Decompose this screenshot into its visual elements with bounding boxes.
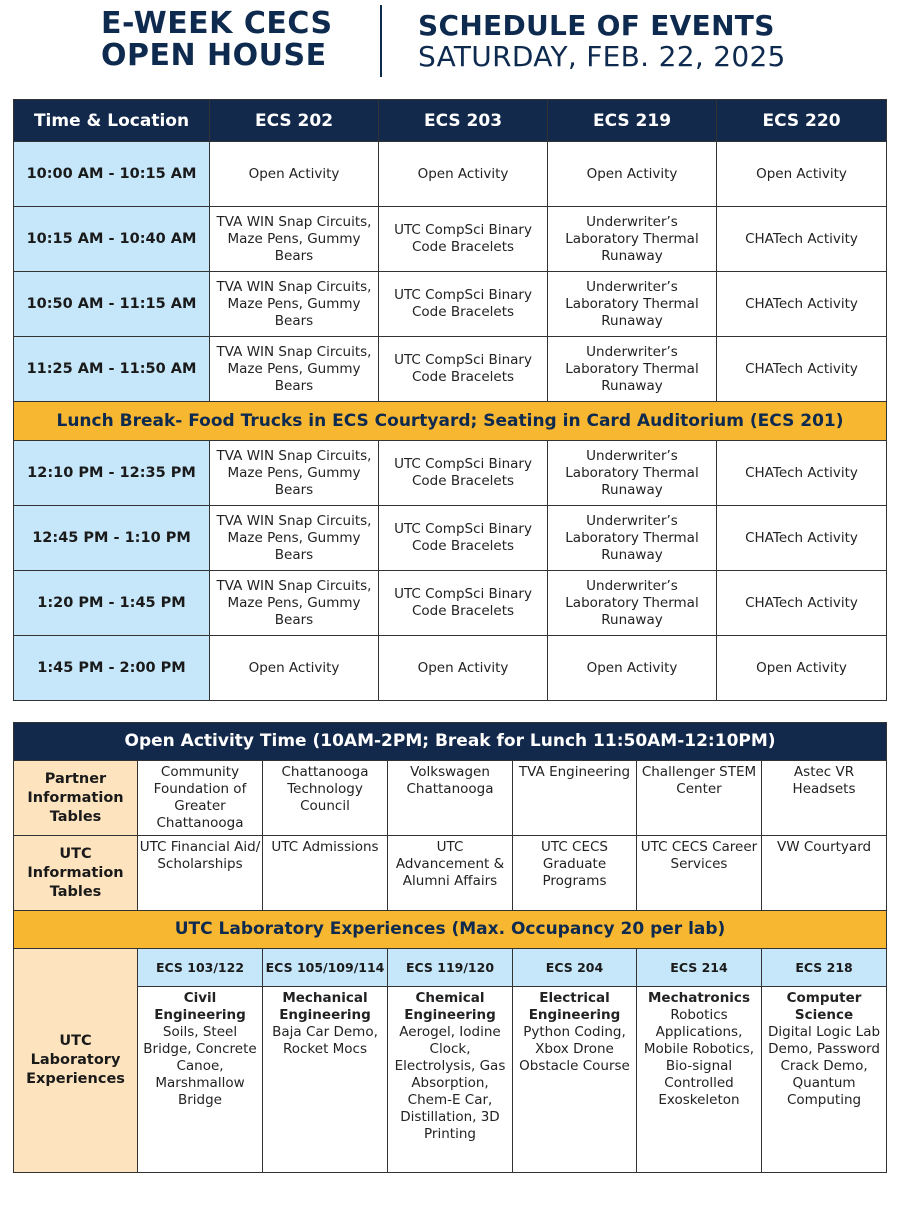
lab-detail: [138, 987, 263, 1173]
lab-detail: [762, 987, 887, 1173]
activity-cell: CHATech Activity: [717, 506, 887, 571]
time-slot: 10:50 AM - 11:15 AM: [14, 272, 210, 337]
lab-room: ECS 105/109/114: [263, 949, 388, 987]
partner-table: Volkswagen Chattanooga: [388, 761, 513, 836]
lab-description: Aerogel, Iodine Clock, Electrolysis, Gas Absorption, Chem-E Car, Distillation, 3D Printing: [394, 1024, 506, 1142]
schedule-row: [14, 142, 887, 207]
utc-table: UTC Financial Aid/ Scholarships: [138, 836, 263, 911]
activity-cell: Open Activity: [548, 636, 717, 701]
activity-cell: Open Activity: [210, 142, 379, 207]
lab-detail: [263, 987, 388, 1173]
utc-tables-label: UTC Information Tables: [14, 836, 138, 911]
activity-cell: Underwriter’s Laboratory Thermal Runaway: [548, 441, 717, 506]
partner-table: TVA Engineering: [513, 761, 637, 836]
activity-cell: TVA WIN Snap Circuits, Maze Pens, Gummy Bears: [210, 207, 379, 272]
event-title-line2: OPEN HOUSE: [101, 38, 327, 73]
lab-description: Python Coding, Xbox Drone Obstacle Course: [519, 1024, 630, 1074]
column-header: ECS 203: [379, 100, 548, 142]
partner-table: Chattanooga Technology Council: [263, 761, 388, 836]
lunch-break-banner: Lunch Break- Food Trucks in ECS Courtyard; Seating in Card Auditorium (ECS 201): [14, 402, 887, 441]
activity-cell: Underwriter’s Laboratory Thermal Runaway: [548, 272, 717, 337]
partner-table: Astec VR Headsets: [762, 761, 887, 836]
schedule-heading: [418, 10, 786, 72]
schedule-heading-date: SATURDAY, FEB. 22, 2025: [418, 40, 786, 73]
lab-title: Mechanical Engineering: [279, 990, 371, 1023]
lab-title: Chemical Engineering: [404, 990, 496, 1023]
event-title-line1: E-WEEK CECS: [101, 6, 333, 41]
activity-cell: Underwriter’s Laboratory Thermal Runaway: [548, 207, 717, 272]
lab-room: ECS 218: [762, 949, 887, 987]
activities-table: [13, 722, 887, 1173]
activity-cell: Underwriter’s Laboratory Thermal Runaway: [548, 571, 717, 636]
activity-cell: TVA WIN Snap Circuits, Maze Pens, Gummy Bears: [210, 337, 379, 402]
activity-cell: CHATech Activity: [717, 207, 887, 272]
utc-tables-row: [14, 836, 887, 911]
activity-cell: Open Activity: [210, 636, 379, 701]
activity-cell: Underwriter’s Laboratory Thermal Runaway: [548, 506, 717, 571]
column-header: ECS 219: [548, 100, 717, 142]
activity-cell: Open Activity: [379, 142, 548, 207]
lab-title-row: [14, 911, 887, 949]
time-slot: 1:20 PM - 1:45 PM: [14, 571, 210, 636]
lab-title: Civil Engineering: [154, 990, 246, 1023]
lab-title: Computer Science: [786, 990, 862, 1023]
lab-room: ECS 119/120: [388, 949, 513, 987]
open-activity-title: Open Activity Time (10AM-2PM; Break for Lunch 11:50AM-12:10PM): [14, 723, 887, 761]
page-header: [0, 0, 900, 90]
partner-table: Community Foundation of Greater Chattanooga: [138, 761, 263, 836]
schedule-row: [14, 272, 887, 337]
activity-cell: UTC CompSci Binary Code Bracelets: [379, 272, 548, 337]
lab-rooms-row: [14, 949, 887, 987]
utc-table: VW Courtyard: [762, 836, 887, 911]
activity-cell: UTC CompSci Binary Code Bracelets: [379, 441, 548, 506]
activity-cell: UTC CompSci Binary Code Bracelets: [379, 337, 548, 402]
lab-detail: [513, 987, 637, 1173]
activity-cell: UTC CompSci Binary Code Bracelets: [379, 506, 548, 571]
column-header: ECS 220: [717, 100, 887, 142]
utc-table: UTC Advancement & Alumni Affairs: [388, 836, 513, 911]
time-slot: 12:45 PM - 1:10 PM: [14, 506, 210, 571]
schedule-table: [13, 99, 887, 701]
lab-title: Electrical Engineering: [528, 990, 621, 1023]
lunch-break-row: [14, 402, 887, 441]
schedule-row: [14, 441, 887, 506]
utc-table: UTC CECS Graduate Programs: [513, 836, 637, 911]
utc-table: UTC Admissions: [263, 836, 388, 911]
schedule-heading-title: SCHEDULE OF EVENTS: [418, 9, 775, 42]
activity-cell: UTC CompSci Binary Code Bracelets: [379, 207, 548, 272]
time-slot: 12:10 PM - 12:35 PM: [14, 441, 210, 506]
schedule-row: [14, 571, 887, 636]
time-slot: 1:45 PM - 2:00 PM: [14, 636, 210, 701]
schedule-row: [14, 636, 887, 701]
activity-cell: CHATech Activity: [717, 571, 887, 636]
lab-description: Soils, Steel Bridge, Concrete Canoe, Marshmallow Bridge: [143, 1024, 257, 1108]
schedule-header-row: [14, 100, 887, 142]
activity-cell: UTC CompSci Binary Code Bracelets: [379, 571, 548, 636]
activity-cell: TVA WIN Snap Circuits, Maze Pens, Gummy Bears: [210, 571, 379, 636]
schedule-row: [14, 207, 887, 272]
activity-cell: Open Activity: [717, 636, 887, 701]
lab-details-row: [14, 987, 887, 1173]
lab-description: Robotics Applications, Mobile Robotics, Bio-signal Controlled Exoskeleton: [643, 1007, 755, 1108]
time-slot: 10:15 AM - 10:40 AM: [14, 207, 210, 272]
partner-tables-label: Partner Information Tables: [14, 761, 138, 836]
partner-tables-row: [14, 761, 887, 836]
lab-description: Digital Logic Lab Demo, Password Crack Demo, Quantum Computing: [768, 1024, 881, 1108]
lab-experiences-label: UTC Laboratory Experiences: [14, 949, 138, 1173]
lab-room: ECS 103/122: [138, 949, 263, 987]
lab-experiences-title: UTC Laboratory Experiences (Max. Occupancy 20 per lab): [14, 911, 887, 949]
lab-detail: [637, 987, 762, 1173]
lab-title: Mechatronics: [648, 990, 750, 1006]
partner-table: Challenger STEM Center: [637, 761, 762, 836]
utc-table: UTC CECS Career Services: [637, 836, 762, 911]
activity-cell: TVA WIN Snap Circuits, Maze Pens, Gummy Bears: [210, 441, 379, 506]
time-slot: 11:25 AM - 11:50 AM: [14, 337, 210, 402]
activity-cell: TVA WIN Snap Circuits, Maze Pens, Gummy Bears: [210, 506, 379, 571]
activity-cell: Underwriter’s Laboratory Thermal Runaway: [548, 337, 717, 402]
header-divider: [380, 5, 382, 77]
open-activity-title-row: [14, 723, 887, 761]
lab-room: ECS 214: [637, 949, 762, 987]
activity-cell: CHATech Activity: [717, 272, 887, 337]
activity-cell: Open Activity: [379, 636, 548, 701]
lab-description: Baja Car Demo, Rocket Mocs: [272, 1024, 378, 1057]
column-header: ECS 202: [210, 100, 379, 142]
schedule-row: [14, 337, 887, 402]
time-slot: 10:00 AM - 10:15 AM: [14, 142, 210, 207]
lab-room: ECS 204: [513, 949, 637, 987]
event-title: [101, 8, 333, 72]
activity-cell: CHATech Activity: [717, 337, 887, 402]
activity-cell: Open Activity: [548, 142, 717, 207]
column-header: Time & Location: [14, 100, 210, 142]
lab-detail: [388, 987, 513, 1173]
activity-cell: TVA WIN Snap Circuits, Maze Pens, Gummy Bears: [210, 272, 379, 337]
activity-cell: Open Activity: [717, 142, 887, 207]
schedule-row: [14, 506, 887, 571]
activity-cell: CHATech Activity: [717, 441, 887, 506]
